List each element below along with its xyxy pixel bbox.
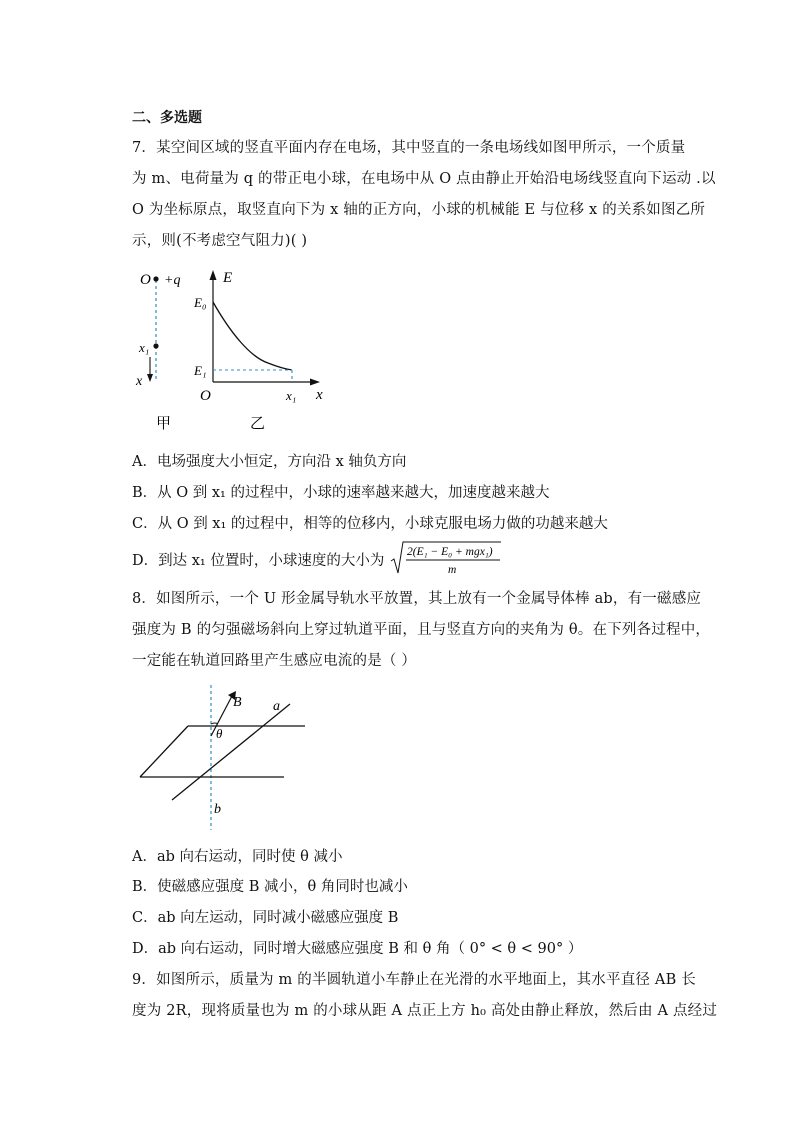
q7-option-a: A．电场强度大小恒定，方向沿 x 轴负方向 [132,454,407,470]
sqrt-formula [389,539,504,577]
x1-label: x₁ [139,340,150,355]
x-arrow-head [147,374,153,382]
origin-label: O [140,272,151,288]
charge-dot [153,276,158,281]
q9-line-1: 9．如图所示，质量为 m 的半圆轨道小车静止在光滑的水平地面上，其水平直径 AB 长 [132,972,696,988]
figure-yi [190,262,340,437]
q7-option-c: C．从 O 到 x₁ 的过程中，相等的位移内，小球克服电场力做的功越来越大 [132,516,608,532]
section-heading: 二、多选题 [132,110,202,126]
theta-arc [211,723,218,724]
q7-line-1: 7．某空间区域的竖直平面内存在电场，其中竖直的一条电场线如图甲所示，一个质量 [132,140,686,156]
x-axis-label: x [136,374,143,389]
q8-option-c: C．ab 向左运动，同时减小磁感应强度 B [132,910,399,926]
a-label: a [273,699,280,714]
q8-option-d: D．ab 向右运动，同时增大磁感应强度 B 和 θ 角（ 0° < θ < 90° ） [132,941,583,957]
energy-curve [213,302,292,370]
theta-label: θ [216,726,223,741]
x1-label: x₁ [286,388,297,403]
figure-rail [130,680,315,830]
q7-option-b: B．从 O 到 x₁ 的过程中，小球的速率越来越大，加速度越来越大 [132,485,550,501]
q7-option-d [132,545,504,577]
q9-line-2: 度为 2R，现将质量也为 m 的小球从距 A 点正上方 h₀ 高处由静止释放，然后由 A 点经过 [132,1003,718,1019]
q8-option-b: B．使磁感应强度 B 减小，θ 角同时也减小 [132,879,408,895]
conductor-rod-ab [172,704,290,800]
q7-line-3: O 为坐标原点，取竖直向下为 x 轴的正方向，小球的机械能 E 与位移 x 的关系如图乙所 [132,202,706,218]
q7-line-2: 为 m、电荷量为 q 的带正电小球，在电场中从 O 点由静止开始沿电场线竖直向下运动 .以 [132,171,716,187]
q8-line-2: 强度为 B 的匀强磁场斜向上穿过轨道平面，且与竖直方向的夹角为 θ。在下列各过程中， [132,622,711,638]
e-axis-arrow [210,270,217,280]
x-axis-arrow [310,379,320,386]
caption-jia: 甲 [156,416,172,432]
e-axis-label: E [223,270,233,286]
formula-denominator: m [447,564,457,576]
rail-left [140,726,188,777]
origin-label: O [200,388,211,404]
q8-line-3: 一定能在轨道回路里产生感应电流的是（ ） [132,653,417,669]
caption-yi: 乙 [250,416,266,432]
e0-label: E₀ [194,295,207,310]
b-label: B [233,695,242,710]
q7-option-d-text: D．到达 x₁ 位置时，小球速度的大小为 [132,553,385,569]
q8-option-a: A．ab 向右运动，同时使 θ 减小 [132,849,343,865]
formula-numerator: 2(E₁ − E₀ + mgx₁) [406,546,493,558]
charge-label: +q [164,273,181,288]
q8-line-1: 8．如图所示，一个 U 形金属导轨水平放置，其上放有一个金属导体棒 ab，有一磁感应 [132,591,702,607]
x-axis-label: x [316,387,323,403]
x1-dot [153,343,158,348]
e1-label: E₁ [194,363,207,378]
q7-line-4: 示，则(不考虑空气阻力)( ) [132,233,308,249]
b-end-label: b [214,802,221,817]
